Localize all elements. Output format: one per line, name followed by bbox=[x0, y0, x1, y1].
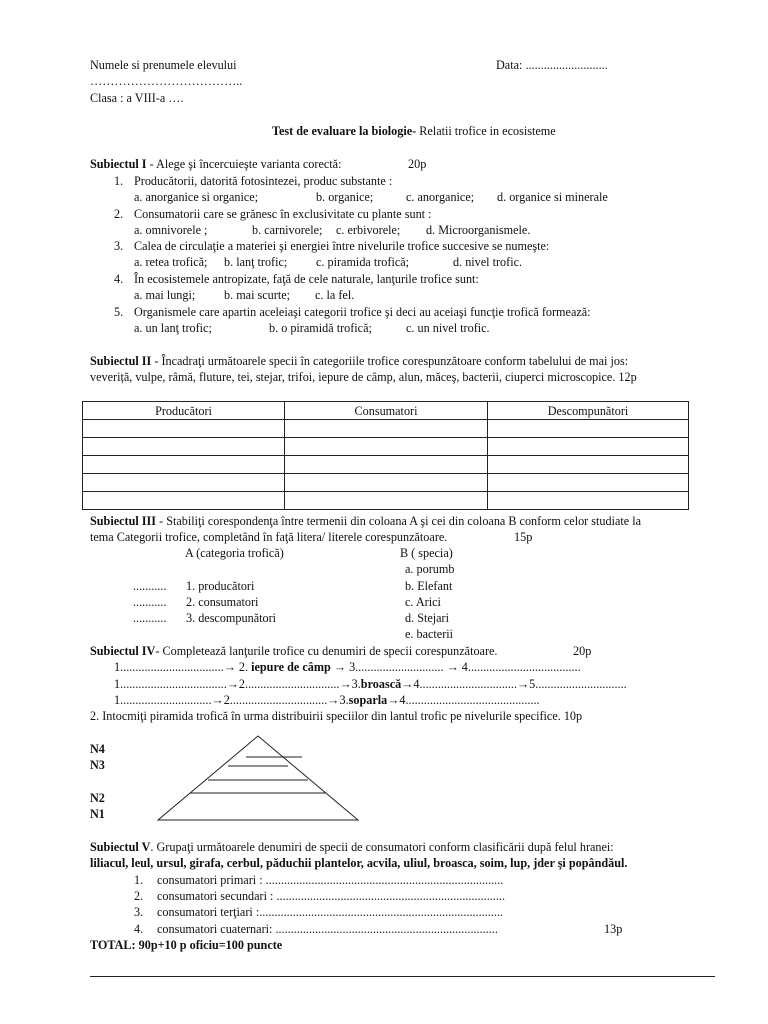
s3-blank[interactable]: ........... bbox=[133, 611, 167, 625]
s2-line1: - Încadraţi următoarele specii în categoriile trofice corespunzătoare conform tabelului de mai jos: bbox=[151, 354, 629, 368]
s3-title: Subiectul III bbox=[90, 514, 157, 528]
s5-item-text[interactable]: consumatori cuaternari: ......................................................................... bbox=[157, 922, 498, 936]
q2-opt-d: d. Microorganismele. bbox=[426, 223, 531, 237]
s3-colA-item: 2. consumatori bbox=[186, 595, 259, 609]
q2-num: 2. bbox=[114, 207, 124, 221]
s2-title: Subiectul II bbox=[90, 354, 152, 368]
level-n4: N4 bbox=[90, 742, 105, 756]
s5-item-text[interactable]: consumatori terţiari :................................................................................ bbox=[157, 905, 503, 919]
s4-points: 20p bbox=[573, 644, 592, 658]
q1-num: 1. bbox=[114, 174, 124, 188]
level-n2: N2 bbox=[90, 791, 105, 805]
s3-colB-item: a. porumb bbox=[405, 562, 455, 576]
level-n3: N3 bbox=[90, 758, 105, 772]
s5-item-num: 3. bbox=[134, 905, 144, 919]
s5-points: 13p bbox=[604, 922, 623, 936]
s5-item-num: 2. bbox=[134, 889, 144, 903]
pyramid-outline bbox=[158, 736, 358, 820]
s5-heading bbox=[90, 839, 614, 855]
title-bold: Test de evaluare la biologie- bbox=[272, 124, 417, 138]
q3-opt-b: b. lanţ trofic; bbox=[224, 255, 288, 269]
footer-divider bbox=[90, 976, 715, 977]
q2-opt-c: c. erbivorele; bbox=[336, 223, 401, 237]
q4-opt-b: b. mai scurte; bbox=[224, 288, 290, 302]
s5-item-text[interactable]: consumatori primari : .............................................................................. bbox=[157, 873, 504, 887]
date-label: Data: ........................... bbox=[496, 58, 608, 72]
total-points: TOTAL: 90p+10 p oficiu=100 puncte bbox=[90, 938, 283, 952]
chain-1-start: 1..................................→ 2. bbox=[114, 660, 252, 674]
q1-opt-a: a. anorganice si organice; bbox=[134, 190, 259, 204]
s3-colB-item: c. Arici bbox=[405, 595, 441, 609]
s3-colB-head: B ( specia) bbox=[400, 546, 453, 560]
s1-instr: - Alege şi încercuieşte varianta corectă: bbox=[146, 157, 342, 171]
s3-colA-head: A (categoria trofică) bbox=[185, 546, 284, 560]
chain-3-end: →4............................................ bbox=[387, 693, 540, 707]
chain-3-start: 1..............................→2................................→3. bbox=[114, 693, 349, 707]
q3-text: Calea de circulaţie a materiei şi energiei între nivelurile trofice succesive se numeşte: bbox=[134, 239, 550, 253]
q5-text: Organismele care apartin aceleiaşi categorii trofice şi deci au aceiaşi funcţie trofică formează: bbox=[134, 305, 591, 319]
col-producatori: Producători bbox=[83, 402, 285, 420]
q5-opt-c: c. un nivel trofic. bbox=[406, 321, 490, 335]
col-descompunatori: Descompunători bbox=[488, 402, 689, 420]
q4-opt-c: c. la fel. bbox=[315, 288, 355, 302]
s1-title: Subiectul I bbox=[90, 157, 147, 171]
s3-colB-item: d. Stejari bbox=[405, 611, 450, 625]
s3-line1: - Stabiliţi corespondenţa între termenii din coloana A şi cei din coloana B conform celor studiate la bbox=[156, 514, 642, 528]
q3-opt-c: c. piramida trofică; bbox=[316, 255, 410, 269]
q2-opt-a: a. omnivorele ; bbox=[134, 223, 208, 237]
q4-opt-a: a. mai lungi; bbox=[134, 288, 196, 302]
col-consumatori: Consumatori bbox=[285, 402, 488, 420]
s3-points: 15p bbox=[514, 530, 533, 544]
chain-2-end: →4................................→5.............................. bbox=[401, 677, 627, 691]
s3-line2: tema Categorii trofice, completând în faţă litera/ literele corespunzătoare. bbox=[90, 530, 448, 544]
s1-points: 20p bbox=[408, 157, 427, 171]
q4-num: 4. bbox=[114, 272, 124, 286]
s4-title: Subiectul IV bbox=[90, 644, 156, 658]
q3-opt-d: d. nivel trofic. bbox=[453, 255, 523, 269]
s5-item-num: 4. bbox=[134, 922, 144, 936]
q4-text: În ecosistemele antropizate, faţă de cele naturale, lanţurile trofice sunt: bbox=[134, 272, 479, 286]
level-n1: N1 bbox=[90, 807, 105, 821]
s3-blank[interactable]: ........... bbox=[133, 579, 167, 593]
q5-opt-b: b. o piramidă trofică; bbox=[269, 321, 372, 335]
s3-colB-item: e. bacterii bbox=[405, 627, 454, 641]
s5-species: liliacul, leul, ursul, girafa, cerbul, păduchii plantelor, acvila, uliul, broasca, soim, lup, jder şi popândăul. bbox=[90, 856, 628, 870]
chain-2-given: broască bbox=[360, 677, 402, 691]
q1-opt-d: d. organice si minerale bbox=[497, 190, 608, 204]
chain-3-given: soparla bbox=[348, 693, 388, 707]
s2-species: veveriță, vulpe, râmă, fluture, tei, stejar, trifoi, iepure de câmp, alun, măceş, bacterii, ciuperci microscopice. 12p bbox=[90, 370, 637, 384]
title-rest: Relatii trofice in ecosisteme bbox=[416, 124, 556, 138]
s3-colB-item: b. Elefant bbox=[405, 579, 453, 593]
chain-1-end: → 3............................. → 4..................................... bbox=[330, 660, 581, 674]
pyramid-instruction: 2. Intocmiţi piramida trofică în urma distribuirii speciilor din lantul trofic pe nivelurile specifice. 10p bbox=[90, 709, 583, 723]
q1-opt-b: b. organice; bbox=[316, 190, 374, 204]
s5-item-num: 1. bbox=[134, 873, 144, 887]
q5-num: 5. bbox=[114, 305, 124, 319]
name-dots: ……………………………….. bbox=[90, 74, 243, 88]
chain-2-start: 1...................................→2...............................→3. bbox=[114, 677, 361, 691]
s5-item-text[interactable]: consumatori secundari : ........................................................................... bbox=[157, 889, 505, 903]
chain-1-given: iepure de câmp bbox=[251, 660, 331, 674]
q1-text: Producătorii, datorită fotosintezei, produc substante : bbox=[134, 174, 393, 188]
q2-text: Consumatorii care se grănesc în exclusivitate cu plante sunt : bbox=[134, 207, 432, 221]
s4-instr: - Completează lanţurile trofice cu denumiri de specii corespunzătoare. bbox=[155, 644, 498, 658]
name-label: Numele si prenumele elevului bbox=[90, 58, 237, 72]
q3-num: 3. bbox=[114, 239, 124, 253]
s3-colA-item: 3. descompunători bbox=[186, 611, 277, 625]
s5-title: Subiectul V bbox=[90, 840, 151, 854]
class-label: Clasa : a VIII-a …. bbox=[90, 91, 184, 105]
s3-blank[interactable]: ........... bbox=[133, 595, 167, 609]
q3-opt-a: a. retea trofică; bbox=[134, 255, 208, 269]
s5-instr: . Grupaţi următoarele denumiri de specii de consumatori conform clasificării după felul hranei: bbox=[150, 840, 614, 854]
q2-opt-b: b. carnivorele; bbox=[252, 223, 323, 237]
q5-opt-a: a. un lanţ trofic; bbox=[134, 321, 212, 335]
q1-opt-c: c. anorganice; bbox=[406, 190, 475, 204]
s3-colA-item: 1. producători bbox=[186, 579, 255, 593]
